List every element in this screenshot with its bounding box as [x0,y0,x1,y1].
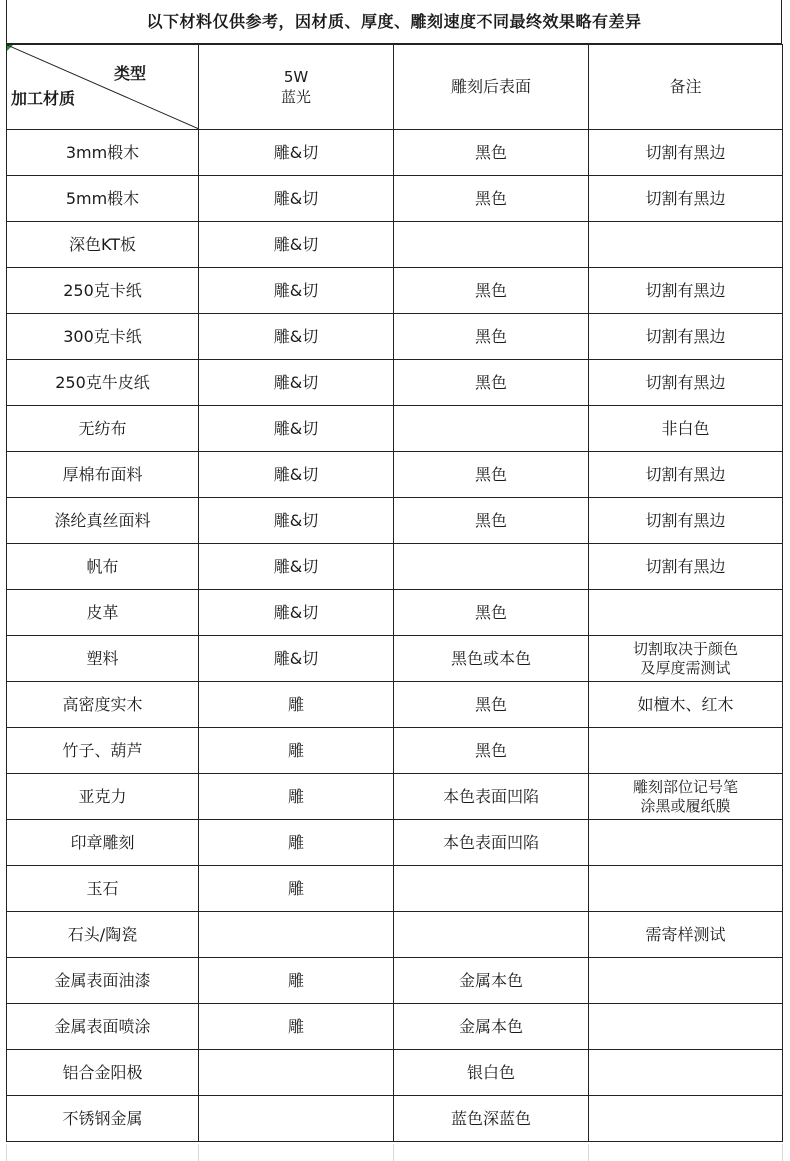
surface-cell[interactable]: 蓝色深蓝色 [394,1096,589,1142]
table-row [7,728,783,774]
note-cell[interactable]: 切割有黑边 [589,130,783,176]
note-cell[interactable] [589,728,783,774]
surface-cell[interactable]: 黑色 [394,728,589,774]
surface-cell[interactable]: 黑色 [394,452,589,498]
note-cell[interactable] [589,820,783,866]
mode-cell[interactable]: 雕 [199,1004,394,1050]
material-cell[interactable]: 皮革 [7,590,199,636]
note-cell[interactable] [589,1050,783,1096]
note-cell[interactable]: 切割有黑边 [589,544,783,590]
material-table-sheet [6,0,782,1142]
note-cell[interactable]: 切割有黑边 [589,498,783,544]
corner-material-label: 加工材质 [11,89,76,108]
header-laser-label: 蓝光 [280,88,311,106]
material-cell[interactable]: 印章雕刻 [7,820,199,866]
surface-cell[interactable] [394,222,589,268]
material-cell[interactable]: 金属表面油漆 [7,958,199,1004]
note-cell[interactable] [589,636,783,682]
table-row [7,452,783,498]
mode-cell[interactable]: 雕 [199,820,394,866]
note-cell[interactable] [589,222,783,268]
note-cell[interactable] [589,958,783,1004]
mode-cell[interactable]: 雕&切 [199,452,394,498]
table-row [7,222,783,268]
surface-cell[interactable]: 黑色 [394,314,589,360]
surface-cell[interactable]: 黑色 [394,590,589,636]
note-cell[interactable] [589,774,783,820]
corner-header-cell[interactable] [7,45,199,130]
table-row [7,958,783,1004]
mode-cell[interactable]: 雕 [199,728,394,774]
surface-cell[interactable] [394,544,589,590]
surface-cell[interactable]: 本色表面凹陷 [394,820,589,866]
mode-cell[interactable]: 雕&切 [199,176,394,222]
surface-cell[interactable] [394,406,589,452]
material-cell[interactable]: 石头/陶瓷 [7,912,199,958]
diagonal-divider [7,45,199,129]
note-cell[interactable] [589,1096,783,1142]
header-power-label: 5W [283,68,309,86]
table-row [7,820,783,866]
mode-cell[interactable]: 雕&切 [199,498,394,544]
note-cell[interactable]: 切割有黑边 [589,452,783,498]
surface-cell[interactable]: 黑色 [394,498,589,544]
sheet-title: 以下材料仅供参考，因材质、厚度、雕刻速度不同最终效果略有差异 [6,0,782,44]
surface-cell[interactable]: 金属本色 [394,958,589,1004]
table-row [7,1096,783,1142]
table-row [7,682,783,728]
header-power-cell[interactable] [199,45,394,130]
material-cell[interactable]: 竹子、葫芦 [7,728,199,774]
mode-cell[interactable]: 雕&切 [199,314,394,360]
table-row [7,360,783,406]
table-row [7,268,783,314]
mode-cell[interactable]: 雕 [199,958,394,1004]
note-cell[interactable]: 如檀木、红木 [589,682,783,728]
surface-cell[interactable]: 黑色或本色 [394,636,589,682]
surface-cell[interactable]: 黑色 [394,682,589,728]
table-row [7,912,783,958]
mode-cell[interactable]: 雕 [199,682,394,728]
surface-cell[interactable]: 银白色 [394,1050,589,1096]
note-cell[interactable] [589,590,783,636]
mode-cell[interactable]: 雕&切 [199,360,394,406]
note-cell[interactable]: 需寄样测试 [589,912,783,958]
material-cell[interactable]: 铝合金阳极 [7,1050,199,1096]
mode-cell[interactable]: 雕&切 [199,222,394,268]
surface-cell[interactable] [394,866,589,912]
material-cell[interactable]: 涤纶真丝面料 [7,498,199,544]
table-row [7,130,783,176]
material-cell[interactable]: 塑料 [7,636,199,682]
mode-cell[interactable]: 雕&切 [199,590,394,636]
table-row [7,314,783,360]
note-line-2: 及厚度需测试 [640,658,731,677]
material-cell[interactable]: 高密度实木 [7,682,199,728]
mode-cell[interactable] [199,1050,394,1096]
mode-cell[interactable]: 雕&切 [199,636,394,682]
material-cell[interactable]: 250克卡纸 [7,268,199,314]
surface-cell[interactable]: 黑色 [394,360,589,406]
header-row [7,45,783,130]
note-line-2: 涂黑或履纸膜 [640,796,731,815]
note-cell[interactable]: 切割有黑边 [589,268,783,314]
note-cell[interactable] [589,1004,783,1050]
material-table [6,44,783,1142]
table-row [7,636,783,682]
corner-type-label: 类型 [113,64,146,83]
header-note-cell[interactable]: 备注 [589,45,783,130]
material-cell[interactable]: 不锈钢金属 [7,1096,199,1142]
material-cell[interactable]: 3mm椴木 [7,130,199,176]
note-cell[interactable]: 切割有黑边 [589,176,783,222]
material-cell[interactable]: 深色KT板 [7,222,199,268]
table-row [7,866,783,912]
material-cell[interactable]: 300克卡纸 [7,314,199,360]
material-cell[interactable]: 玉石 [7,866,199,912]
mode-cell[interactable]: 雕&切 [199,130,394,176]
table-row [7,544,783,590]
material-cell[interactable]: 金属表面喷涂 [7,1004,199,1050]
table-row [7,774,783,820]
table-row [7,406,783,452]
note-line-1: 雕刻部位记号笔 [632,777,738,796]
material-cell[interactable]: 无纺布 [7,406,199,452]
surface-cell[interactable] [394,912,589,958]
mode-cell[interactable]: 雕&切 [199,268,394,314]
table-row [7,1050,783,1096]
table-row [7,498,783,544]
empty-row-strip [6,1144,782,1161]
table-row [7,176,783,222]
material-cell[interactable]: 250克牛皮纸 [7,360,199,406]
note-cell[interactable]: 非白色 [589,406,783,452]
material-cell[interactable]: 亚克力 [7,774,199,820]
surface-cell[interactable]: 黑色 [394,130,589,176]
table-row [7,590,783,636]
material-cell[interactable]: 5mm椴木 [7,176,199,222]
note-line-1: 切割取决于颜色 [632,639,738,658]
mode-cell[interactable] [199,912,394,958]
mode-cell[interactable] [199,1096,394,1142]
note-cell[interactable]: 切割有黑边 [589,360,783,406]
surface-cell[interactable]: 黑色 [394,176,589,222]
mode-cell[interactable]: 雕 [199,774,394,820]
header-surface-cell[interactable]: 雕刻后表面 [394,45,589,130]
surface-cell[interactable]: 本色表面凹陷 [394,774,589,820]
material-cell[interactable]: 厚棉布面料 [7,452,199,498]
note-cell[interactable] [589,866,783,912]
material-cell[interactable]: 帆布 [7,544,199,590]
mode-cell[interactable]: 雕&切 [199,544,394,590]
note-cell[interactable]: 切割有黑边 [589,314,783,360]
mode-cell[interactable]: 雕 [199,866,394,912]
surface-cell[interactable]: 金属本色 [394,1004,589,1050]
mode-cell[interactable]: 雕&切 [199,406,394,452]
surface-cell[interactable]: 黑色 [394,268,589,314]
table-row [7,1004,783,1050]
